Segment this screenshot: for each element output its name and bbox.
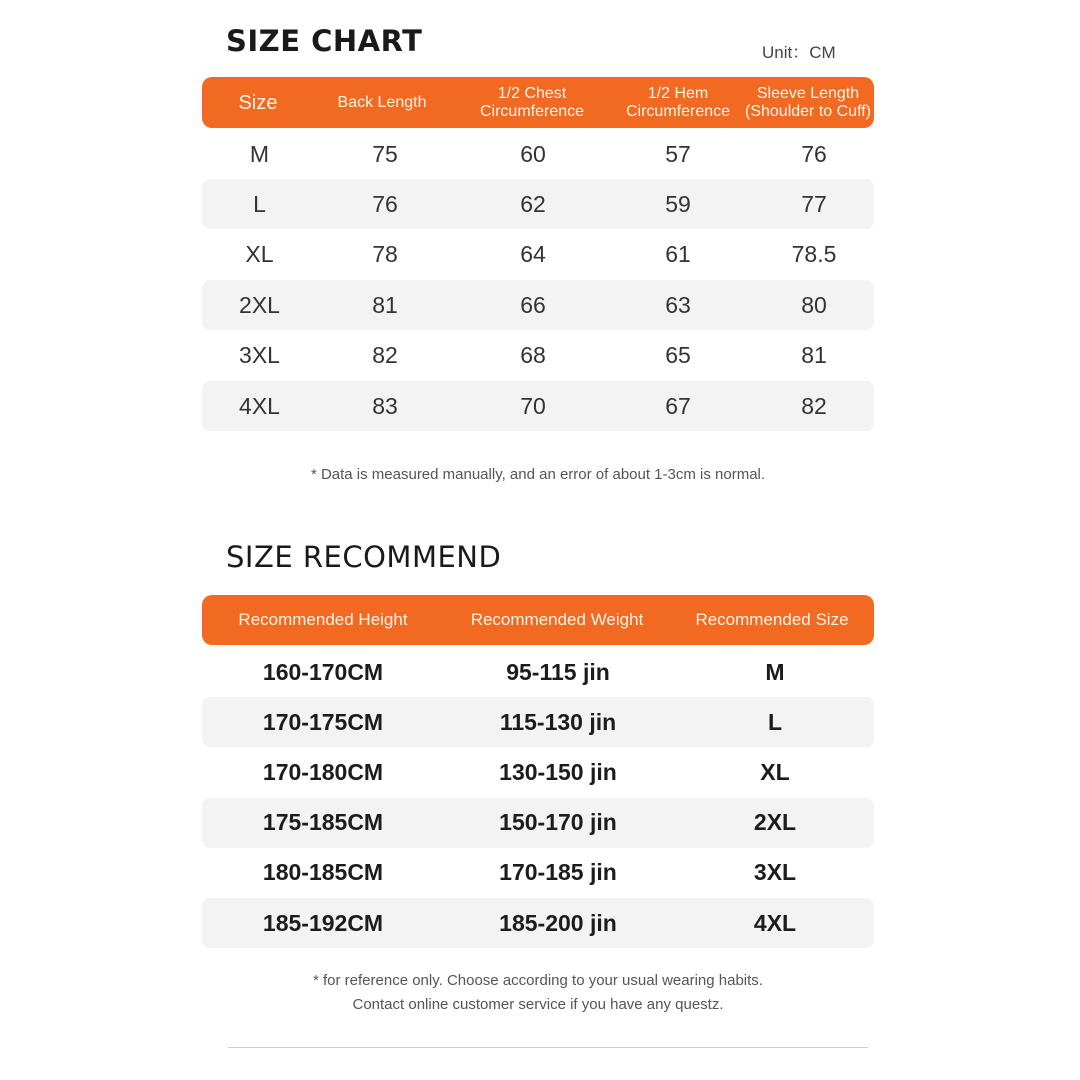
cell-size: M	[249, 140, 270, 167]
cell-chest: 60	[520, 140, 546, 167]
header-recommended-size: Recommended Size	[695, 610, 849, 629]
size-recommend-note-line2: Contact online customer service if you have any questz.	[352, 996, 724, 1013]
size-recommend-row	[202, 747, 874, 797]
cell-chest: 70	[520, 392, 546, 419]
size-chart-row	[202, 129, 874, 179]
cell-recommended-size: 4XL	[753, 909, 797, 936]
cell-chest: 66	[520, 291, 546, 318]
cell-recommended-height: 170-175CM	[262, 708, 384, 735]
cell-recommended-height: 160-170CM	[262, 658, 384, 685]
cell-recommended-weight: 95-115 jin	[506, 658, 610, 685]
size-chart-title: SIZE CHART	[226, 24, 423, 58]
size-recommend-row	[202, 848, 874, 898]
cell-hem: 65	[665, 342, 691, 369]
cell-recommended-size: 2XL	[753, 809, 797, 836]
header-back-length: Back Length	[337, 93, 427, 111]
size-chart-row	[202, 280, 874, 330]
size-recommend-row	[202, 647, 874, 697]
size-chart-row	[202, 230, 874, 280]
cell-back-length: 76	[372, 190, 398, 217]
cell-recommended-weight: 130-150 jin	[499, 758, 617, 785]
cell-sleeve-length: 82	[801, 392, 827, 419]
size-recommend-note	[202, 969, 874, 1017]
cell-size: 2XL	[239, 291, 280, 318]
header-size: Size	[238, 91, 278, 114]
cell-sleeve-length: 76	[801, 140, 827, 167]
cell-recommended-height: 180-185CM	[262, 859, 384, 886]
cell-size: 3XL	[239, 342, 280, 369]
bottom-divider	[228, 1047, 868, 1048]
cell-size: 4XL	[239, 392, 280, 419]
cell-recommended-height: 185-192CM	[262, 909, 384, 936]
cell-recommended-weight: 115-130 jin	[499, 708, 617, 735]
cell-chest: 64	[520, 241, 546, 268]
header-chest: 1/2 Chest Circumference	[479, 84, 585, 120]
header-hem: 1/2 Hem Circumference	[625, 84, 731, 120]
cell-recommended-size: XL	[760, 758, 790, 785]
header-recommended-weight: Recommended Weight	[470, 610, 644, 629]
cell-sleeve-length: 77	[801, 190, 827, 217]
cell-back-length: 78	[372, 241, 398, 268]
cell-hem: 59	[665, 190, 691, 217]
cell-hem: 63	[665, 291, 691, 318]
cell-recommended-size: M	[765, 658, 785, 685]
cell-hem: 61	[665, 241, 691, 268]
cell-recommended-size: 3XL	[753, 859, 797, 886]
cell-chest: 68	[520, 342, 546, 369]
cell-back-length: 81	[372, 291, 398, 318]
size-recommend-title: SIZE RECOMMEND	[226, 540, 502, 574]
size-recommend-header	[202, 595, 874, 645]
size-recommend-note-line1: * for reference only. Choose according to your usual wearing habits.	[313, 972, 763, 989]
cell-sleeve-length: 81	[801, 342, 827, 369]
size-chart-row	[202, 381, 874, 431]
cell-sleeve-length: 80	[801, 291, 827, 318]
cell-chest: 62	[520, 190, 546, 217]
cell-size: L	[253, 190, 266, 217]
cell-recommended-height: 175-185CM	[262, 809, 384, 836]
unit-label: Unit：CM	[762, 43, 836, 62]
cell-recommended-size: L	[767, 708, 783, 735]
size-chart-row	[202, 179, 874, 229]
size-chart-row	[202, 331, 874, 381]
header-recommended-height: Recommended Height	[238, 610, 408, 629]
size-recommend-row	[202, 697, 874, 747]
size-chart-header	[202, 77, 874, 128]
cell-recommended-weight: 150-170 jin	[499, 809, 617, 836]
cell-recommended-weight: 185-200 jin	[499, 909, 617, 936]
cell-back-length: 82	[372, 342, 398, 369]
cell-size: XL	[245, 241, 274, 268]
size-chart-note: * Data is measured manually, and an error of about 1-3cm is normal.	[310, 466, 766, 483]
size-recommend-row	[202, 798, 874, 848]
cell-recommended-height: 170-180CM	[262, 758, 384, 785]
cell-back-length: 75	[372, 140, 398, 167]
size-recommend-row	[202, 898, 874, 948]
cell-back-length: 83	[372, 392, 398, 419]
cell-sleeve-length: 78.5	[791, 241, 837, 268]
header-sleeve: Sleeve Length (Shoulder to Cuff)	[745, 84, 871, 120]
cell-hem: 57	[665, 140, 691, 167]
cell-hem: 67	[665, 392, 691, 419]
cell-recommended-weight: 170-185 jin	[499, 859, 617, 886]
